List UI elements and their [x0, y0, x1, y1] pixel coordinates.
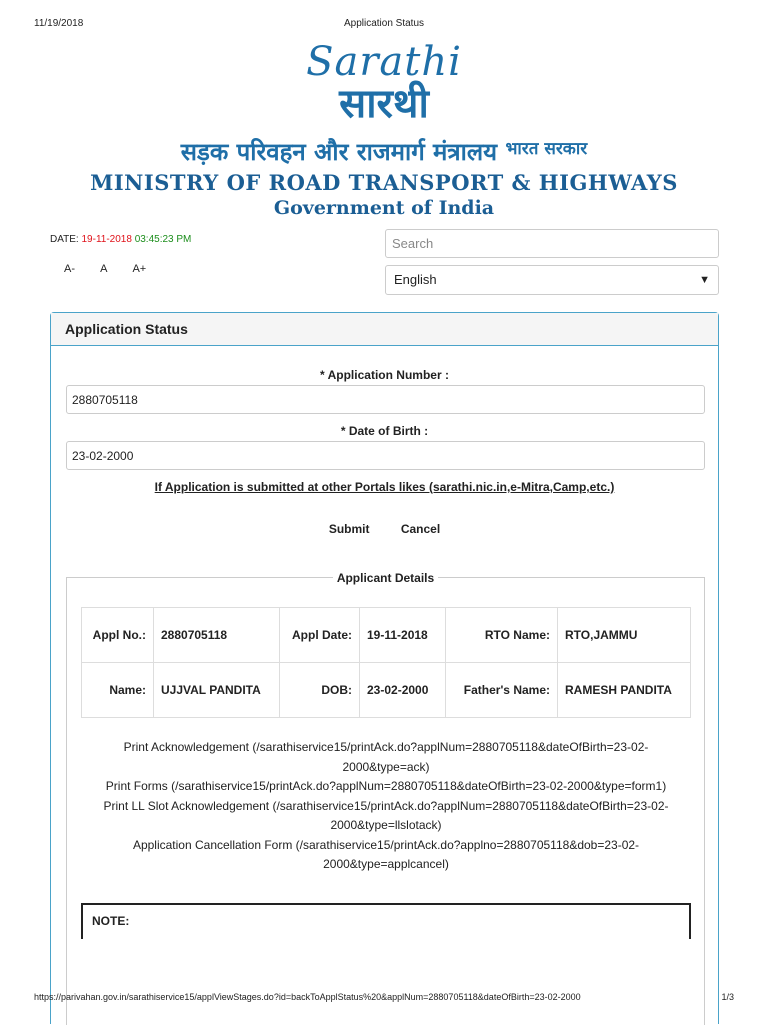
current-datetime — [50, 234, 191, 245]
page-url: https://parivahan.gov.in/sarathiservice15/applViewStages.do?id=backToApplStatus%20&applNum=2880705118&dateOfBirth=23-02-2000 — [34, 992, 581, 1002]
search-input[interactable] — [385, 229, 719, 258]
current-time: 03:45:23 PM — [134, 234, 192, 245]
ministry-title: MINISTRY OF ROAD TRANSPORT & HIGHWAYS — [90, 170, 678, 195]
dob-input[interactable] — [66, 441, 705, 470]
appl-no-label: Appl No.: — [82, 608, 154, 663]
dob-detail-label: DOB: — [280, 663, 360, 718]
applicant-details-table — [81, 607, 691, 718]
increase-font-button[interactable]: A+ — [132, 263, 147, 275]
note-label: NOTE: — [92, 914, 130, 928]
application-status-panel — [50, 312, 719, 1024]
form-buttons — [51, 522, 718, 536]
appl-no-value: 2880705118 — [154, 608, 280, 663]
language-selected: English — [394, 272, 437, 287]
application-cancellation-link[interactable]: Application Cancellation Form (/sarathiservice15/printAck.do?applno=2880705118&dob=23-02-2000&type=applcancel) — [132, 837, 640, 871]
page-number: 1/3 — [721, 992, 734, 1002]
hindi-govt-name: भारत सरकार — [505, 139, 588, 159]
print-forms-link[interactable]: Print Forms (/sarathiservice15/printAck.do?applNum=2880705118&dateOfBirth=23-02-2000&type=form1) — [105, 779, 667, 793]
applicant-details-title: Applicant Details — [333, 571, 438, 585]
other-portals-link[interactable]: If Application is submitted at other Portals likes (sarathi.nic.in,e-Mitra,Camp,etc.) — [154, 480, 615, 494]
print-title: Application Status — [343, 18, 425, 29]
application-number-label: * Application Number : — [320, 368, 449, 382]
father-name-value: RAMESH PANDITA — [558, 663, 691, 718]
language-select[interactable] — [385, 265, 719, 295]
cancel-button[interactable]: Cancel — [400, 522, 441, 536]
normal-font-button[interactable]: A — [100, 263, 108, 275]
hindi-ministry-title — [0, 135, 768, 168]
current-date: 19-11-2018 — [81, 234, 132, 245]
logo-sarathi-hindi: सारथी — [339, 81, 429, 127]
logo-sarathi-english: Sarathi — [306, 39, 462, 85]
applicant-details-fieldset — [66, 571, 705, 1025]
dob-detail-value: 23-02-2000 — [360, 663, 446, 718]
rto-name-label: RTO Name: — [446, 608, 558, 663]
print-ll-slot-link[interactable]: Print LL Slot Acknowledgement (/sarathiservice15/printAck.do?applNum=2880705118&dateOfBirth=23-02-2000&type=llslotack) — [103, 798, 669, 832]
note-box — [81, 903, 691, 939]
applicant-details-legend — [67, 569, 704, 587]
name-label: Name: — [82, 663, 154, 718]
print-acknowledgement-link[interactable]: Print Acknowledgement (/sarathiservice15/printAck.do?applNum=2880705118&dateOfBirth=23-02-2000&type=ack) — [123, 740, 649, 774]
father-name-label: Father's Name: — [446, 663, 558, 718]
name-value: UJJVAL PANDITA — [154, 663, 280, 718]
dob-label: * Date of Birth : — [340, 424, 429, 438]
print-links — [81, 738, 691, 875]
application-number-input[interactable] — [66, 385, 705, 414]
submit-button[interactable]: Submit — [328, 522, 370, 536]
decrease-font-button[interactable]: A- — [64, 263, 75, 275]
table-row — [82, 663, 691, 718]
font-size-controls — [64, 263, 168, 275]
table-row — [82, 608, 691, 663]
print-date: 11/19/2018 — [34, 18, 84, 29]
dropdown-arrow-icon: ▼ — [699, 274, 710, 286]
panel-title: Application Status — [51, 313, 718, 346]
appl-date-label: Appl Date: — [280, 608, 360, 663]
hindi-ministry-name: सड़क परिवहन और राजमार्ग मंत्रालय — [180, 138, 498, 166]
sarathi-logo — [0, 39, 768, 127]
govt-title: Government of India — [273, 197, 495, 219]
rto-name-value: RTO,JAMMU — [558, 608, 691, 663]
date-label: DATE: — [50, 234, 82, 245]
appl-date-value: 19-11-2018 — [360, 608, 446, 663]
